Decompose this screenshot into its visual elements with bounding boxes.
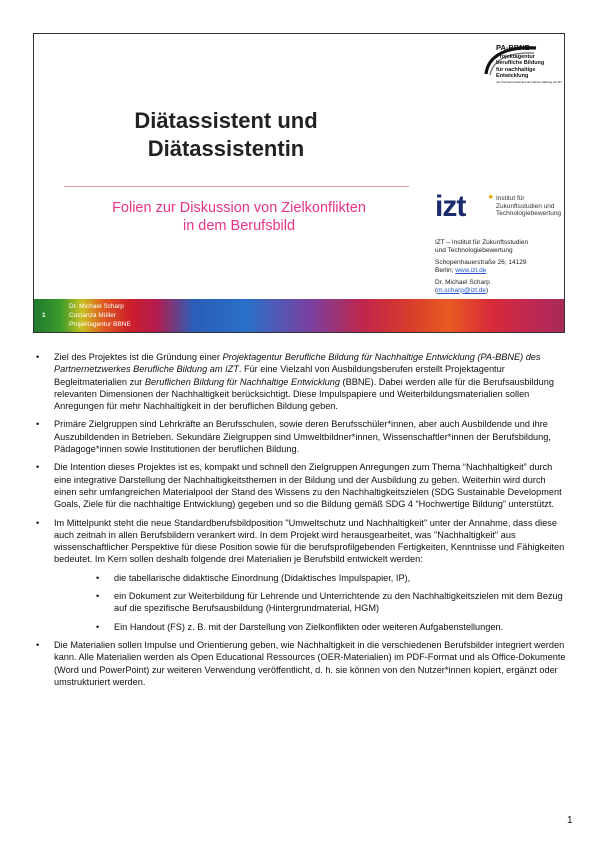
paren-open: ( xyxy=(435,286,438,294)
pa-logo-line: Projektagentur xyxy=(496,54,535,60)
sub-item-text: die tabellarische didaktische Einordnung (Didaktisches Impulspapier, IP), xyxy=(114,572,411,583)
bullet-icon: • xyxy=(36,462,40,473)
contact-name: Dr. Michael Scharp xyxy=(435,279,490,286)
slide-footer-bar xyxy=(34,299,565,333)
bullet-icon: • xyxy=(36,352,40,362)
slide-title xyxy=(96,107,356,163)
sub-list-item xyxy=(54,621,566,633)
divider xyxy=(64,186,409,187)
sub-item-text: Ein Handout (FS) z. B. mit der Darstellung von Zielkonflikten oder weiteren Aufgabenstellungen. xyxy=(114,621,504,632)
footer-names xyxy=(69,302,131,329)
paragraph-text: Im Mittelpunkt steht die neue Standardberufsbildposition "Umweltschutz und Nachhaltigkeit" unter der Annahme, dass diese auch zeitnah in allen Berufsbildern verankert wird. In dem Projekt wird herausgearbeitet, was "Nachhaltigkeit" aus wissenschaftlicher Perspektive für diese Position sowie für die berufsprofilgebenden Fertigkeiten, Kenntnisse und Fähigkeiten bedeutet. Im Kern sollen deshalb folgende drei Materialien je Berufsbild entwickelt werden: xyxy=(54,517,565,565)
list-item xyxy=(36,639,566,688)
izt-contact-info xyxy=(435,239,565,299)
pa-bbne-brand: PA-BBNE xyxy=(496,43,530,52)
slide-title-line: Diätassistent und xyxy=(134,108,318,133)
text-run: Ziel des Projektes ist die Gründung einer xyxy=(54,352,223,362)
slide-subtitle-line: Folien zur Diskussion von Zielkonflikten xyxy=(112,200,366,216)
bullet-icon: • xyxy=(36,517,40,528)
footer-name: Dr. Michael Scharp xyxy=(69,303,124,310)
page-number: 1 xyxy=(567,815,573,826)
bullet-icon: • xyxy=(96,591,100,602)
izt-logo: izt xyxy=(435,190,466,223)
paragraph-text: Primäre Zielgruppen sind Lehrkräfte an Berufsschulen, sowie deren Berufsschüler*innen, aber auch Ausbildende und ihre Auszubildenden in Betrieben. Sekundäre Zielgruppen sind Umweltbildner*innen, Wissenschaftler*innen der Berufsbildung, Pädagoge*innen sowie Institutionen der beruflichen Bildung. xyxy=(54,419,551,455)
bullet-icon: • xyxy=(96,572,100,583)
pa-logo-line: für nachhaltige Entwicklung xyxy=(496,66,536,79)
izt-side-line: Zukunftsstudien und xyxy=(496,202,555,210)
list-item xyxy=(36,461,566,510)
izt-side-line: Institut für xyxy=(496,195,525,202)
izt-org-line: IZT – Institut für Zukunftsstudien xyxy=(435,239,529,246)
bullet-icon: • xyxy=(36,419,40,430)
title-slide-image xyxy=(33,33,565,333)
slide-title-line: Diätassistentin xyxy=(147,136,305,161)
sub-item-text: ein Dokument zur Weiterbildung für Lehrende und Unterrichtende zu den Nachhaltigkeitszielen mit dem Bezug auf die spezifische Berufsausbildung (Hintergrundmaterial, HGM) xyxy=(114,591,563,614)
paren-close: ) xyxy=(486,286,489,294)
pa-logo-line: berufliche Bildung xyxy=(496,60,545,67)
izt-city: Berlin; xyxy=(435,266,456,274)
izt-website-link[interactable]: www.izt.de xyxy=(455,266,487,274)
sub-list-item xyxy=(54,590,566,615)
bullet-list xyxy=(36,351,566,694)
paragraph-text: Die Materialien sollen Impulse und Orientierung geben, wie Nachhaltigkeit in die verschiedenen Berufsbilder integriert werden kann. Alle Materialien werden als Open Educational Ressources (OER-Materialien) im PDF-Format und als Office-Dokumente (Word und PowerPoint) zur weiteren Verwendung veröffentlicht, d. h. sie können von den Nutzer*innen kopiert, ergänzt oder umstrukturiert werden. xyxy=(54,639,566,687)
pa-logo-tagline: des Partnernetzwerkes Berufliche Bildung am IZT xyxy=(496,80,562,85)
izt-star-icon: ✦ xyxy=(487,192,495,202)
bullet-icon: • xyxy=(96,621,100,632)
contact-email-link[interactable]: m.scharp@izt.de xyxy=(437,286,487,294)
footer-name: Costanza Müller xyxy=(69,312,116,319)
list-item xyxy=(36,517,566,633)
italic-run: Beruflichen Bildung für Nachhaltige Entwicklung xyxy=(144,376,340,387)
bullet-icon: • xyxy=(36,639,40,650)
text-run: . Für eine Vielzahl von Ausbildungsberufen erstellt Projektagentur Begleitmaterialien zur xyxy=(54,364,505,387)
slide-number: 1 xyxy=(42,312,46,319)
izt-side-line: Technologiebewertung xyxy=(496,210,562,217)
sub-list-item xyxy=(54,572,566,584)
text-run: (BBNE). Dabei werden alle für die Berufsausbildung relevanten Dimensionen der Nachhaltigkeit berücksichtigt. Diese Impulspapiere und Weiterbildungsmaterialien sollen Anregungen für mehr Nachhaltigkeit in der beruflichen Bildung geben. xyxy=(54,376,554,412)
pa-bbne-logo xyxy=(496,43,565,84)
slide-subtitle-line: in dem Berufsbild xyxy=(182,218,296,234)
paragraph-text: Die Intention dieses Projektes ist es, kompakt und schnell den Zielgruppen Anregungen zum Thema “Nachhaltigkeit” durch eine integrative Darstellung der Nachhaltigkeitsthemen in der Bildung und der Ausbildung zu geben. Weiterhin wird durch einen sehr umfangreichen Materialpool der Stand des Wissens zu den Nachhaltigkeitszielen (SDG Sustainable Development Goals, Ziele für die nachhaltige Entwicklung) gegeben und so die Bildung gemäß SDG 4 “Hochwertige Bildung” unterstützt. xyxy=(54,462,562,510)
list-item xyxy=(36,418,566,455)
footer-name: Projektagentur BBNE xyxy=(69,321,131,328)
izt-address: Schopenhauerstraße 26; 14129 xyxy=(435,259,527,266)
list-item xyxy=(36,351,566,412)
slide-subtitle xyxy=(74,199,404,235)
izt-org-line: und Technologiebewertung xyxy=(435,246,513,254)
italic-run: Projektagentur Berufliche Bildung für Nachhaltige Entwicklung (PA-BBNE) des Partnernetzwerkes Berufliche Bildung am IZT xyxy=(54,352,541,375)
izt-logo-text xyxy=(496,195,565,218)
